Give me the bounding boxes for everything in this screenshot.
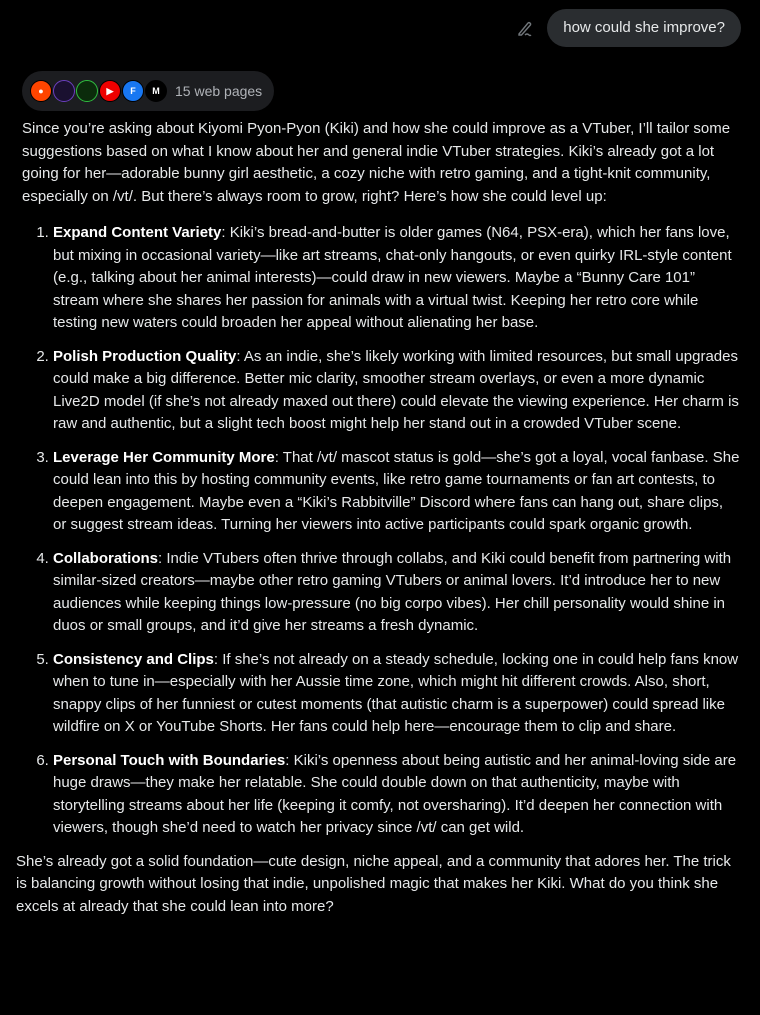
user-message-bubble: how could she improve? (547, 9, 741, 47)
item-text: : Indie VTubers often thrive through collabs, and Kiki could benefit from partnering with similar-sized creators—maybe other retro gaming VTubers or animal lovers. It’d introduce her to new audiences while keeping things low-pressure (no big corpo vibes). Her chill personality would shine in duos or small groups, and it’d give her streams a fresh dynamic. (53, 549, 732, 634)
fandom-icon: F (122, 80, 144, 102)
list-item (53, 447, 740, 537)
edit-icon[interactable] (515, 18, 535, 38)
intro-paragraph: Since you’re asking about Kiyomi Pyon-Pyon (Kiki) and how she could improve as a VTuber, I’ll tailor some suggestions based on what I know about her and general indie VTuber strategies. Kiki’s already got a lot going for her—adorable bunny girl aesthetic, a cozy niche with retro gaming, and a tight-knit community, especially on /vt/. But there’s always room to grow, right? Here’s how she could level up: (22, 120, 731, 205)
item-text: : As an indie, she’s likely working with limited resources, but small upgrades could make a big difference. Better mic clarity, smoother stream overlays, or even a more dynamic Live2D model (if she’s not already maxed out there) could elevate the viewing experience. Her charm is raw and authentic, but a slight tech boost might help her stand out in a crowded VTuber scene. (53, 347, 739, 432)
linktree-icon (76, 80, 98, 102)
list-item (53, 548, 740, 638)
item-title: Collaborations (53, 549, 159, 567)
sources-count: 15 web pages (175, 82, 263, 99)
user-message-row (515, 9, 741, 47)
moon-icon (53, 80, 75, 102)
youtube-icon: ▶ (99, 80, 121, 102)
item-title: Polish Production Quality (53, 347, 237, 365)
item-text: : Kiki’s openness about being autistic and her animal-loving side are huge draws—they make her relatable. She could double down on that authenticity, maybe with storytelling streams about her life (keeping it comfy, not oversharing). It’d deepen her connection with viewers, though she’d need to watch her privacy since /vt/ can get wild. (53, 751, 737, 836)
web-sources-button[interactable] (22, 71, 274, 111)
list-item (53, 750, 740, 840)
item-title: Expand Content Variety (53, 224, 222, 241)
source-favicons (30, 80, 167, 102)
closing-paragraph: She’s already got a solid foundation—cute design, niche appeal, and a community that adores her. The trick is balancing growth without losing that indie, unpolished magic that makes her Kiki. What do you think she excels at already that she could lean into more? (16, 852, 731, 915)
item-text: : Kiki’s bread-and-butter is older games (N64, PSX-era), which her fans love, but mixing in occasional variety—like art streams, chat-only hangouts, or even quirky IRL-style content (e.g., talking about her animal interests)—could draw in new viewers. Maybe a “Bunny Care 101” stream where she shares her passion for animals with a virtual twist. Keeping her retro core while testing new waters could broaden her appeal without alienating her base. (53, 224, 732, 331)
item-title: Leverage Her Community More (53, 448, 275, 466)
item-text: : If she’s not already on a steady schedule, locking one in could help fans know when to tune in—especially with her Aussie time zone, which might hit different crowds. Also, short, snappy clips of her funniest or cutest moments (that autistic charm is a superpower) could spread like wildfire on X or YouTube Shorts. Her fans could help here—encourage them to clip and share. (53, 650, 739, 735)
item-title: Consistency and Clips (53, 650, 214, 668)
reddit-icon: ● (30, 80, 52, 102)
list-item (53, 649, 740, 739)
assistant-response (16, 118, 740, 918)
item-title: Personal Touch with Boundaries (53, 751, 286, 769)
suggestion-list (22, 222, 740, 840)
medium-icon: M (145, 80, 167, 102)
item-text: : That /vt/ mascot status is gold—she’s got a loyal, vocal fanbase. She could lean into this by hosting community events, like retro game tournaments or fan art contests, to deepen engagement. Maybe even a “Kiki’s Rabbitville” Discord where fans can hang out, share clips, or suggest stream ideas. Turning her viewers into active participants could spark organic growth. (53, 448, 740, 533)
list-item (53, 346, 740, 436)
list-item (53, 222, 740, 335)
